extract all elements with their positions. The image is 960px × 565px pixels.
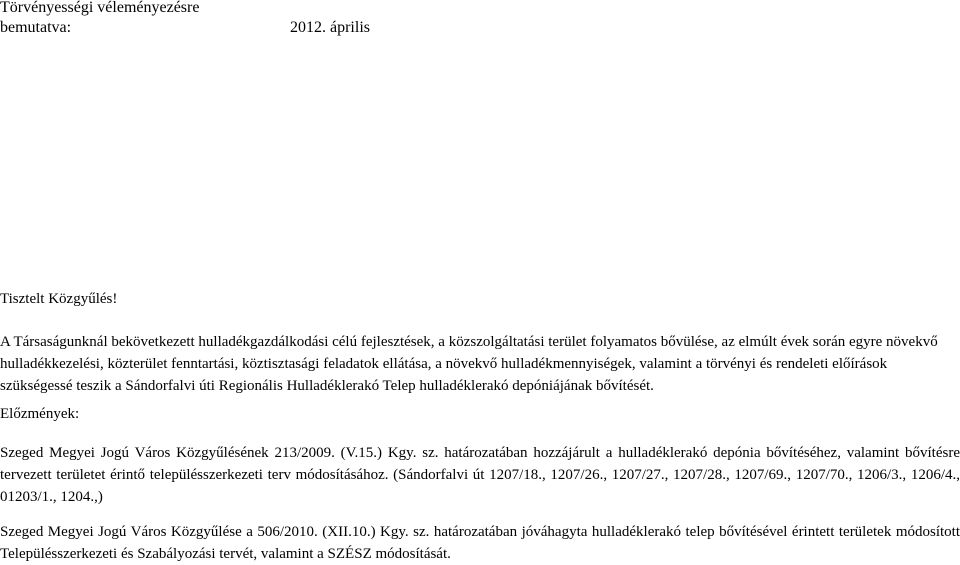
salutation: Tisztelt Közgyűlés! (0, 291, 118, 307)
header-title-line (0, 0, 960, 18)
header-presented-label: bemutatva: (0, 19, 72, 36)
header-date-line (0, 18, 960, 38)
header-date: 2012. április (290, 19, 370, 36)
intro-paragraph: A Társaságunknál bekövetkezett hulladékgazdálkodási célú fejlesztések, a közszolgáltatási terület folyamatos bővülése, az elmúlt évek során egyre növekvő hulladékkezelési, közterület fenntartási, köztisztasági feladatok ellátása, a növekvő hulladékmennyiségek, valamint a törvényi és rendeleti előírások szükségessé teszik a Sándorfalvi úti Regionális Hulladéklerakó Telep hulladéklerakó depóniájának bővítését. (0, 334, 938, 394)
decision-paragraph-1: Szeged Megyei Jogú Város Közgyűlésének 213/2009. (V.15.) Kgy. sz. határozatában hozzájárult a hulladéklerakó depónia bővítéséhez, valamint bővítésre tervezett területet érintő településszerkezeti terv módosításához. (Sándorfalvi út 1207/18., 1207/26., 1207/27., 1207/28., 1207/69., 1207/70., 1206/3., 1206/4., 01203/1., 1204.,) (0, 445, 960, 505)
decision-paragraph-2: Szeged Megyei Jogú Város Közgyűlése a 506/2010. (XII.10.) Kgy. sz. határozatában jóváhagyta hulladéklerakó telep bővítésével érintett területek módosított Településszerkezeti és Szabályozási tervét, valamint a SZÉSZ módosítását. (0, 524, 960, 562)
header-review-label: Törvényességi véleményezésre (0, 0, 200, 16)
antecedents-title: Előzmények: (0, 406, 80, 422)
